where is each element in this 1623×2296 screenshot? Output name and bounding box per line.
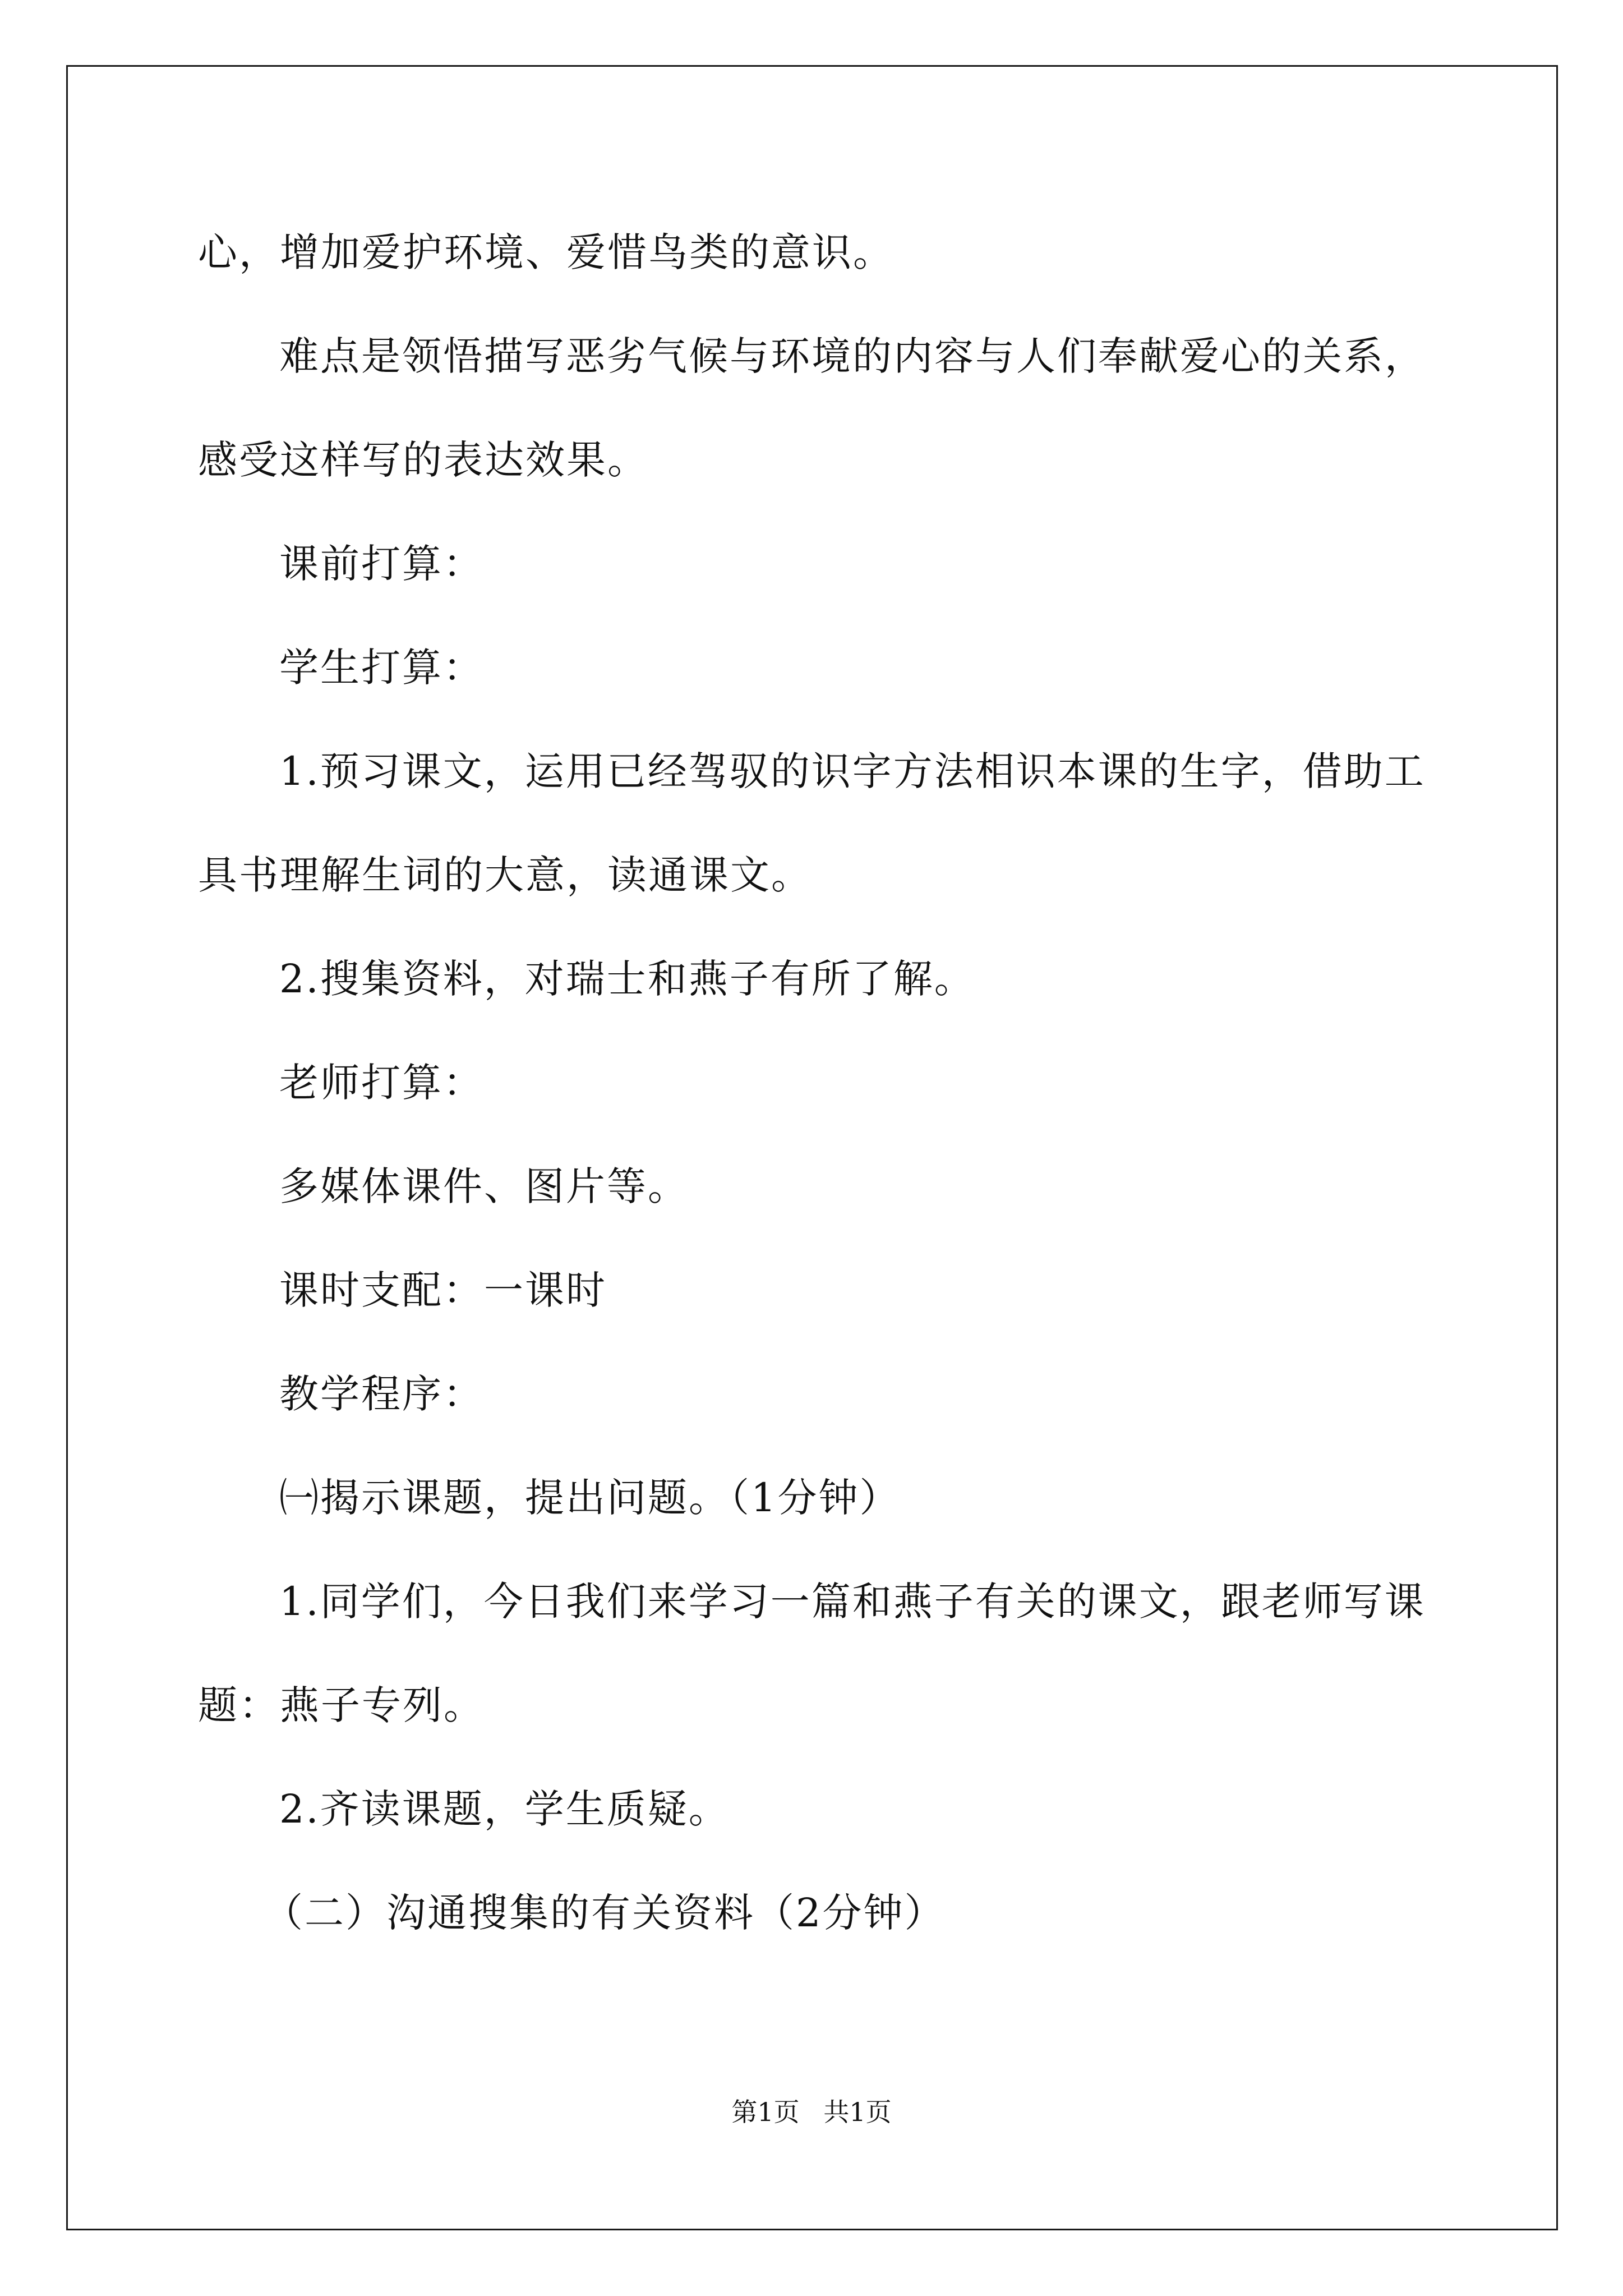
paragraph-line: ㈠揭示课题，提出问题。（1分钟） bbox=[279, 1475, 901, 1521]
page-number-current: 第1页 bbox=[731, 2097, 800, 2127]
paragraph-line: 难点是领悟描写恶劣气候与环境的内容与人们奉献爱心的关系， bbox=[279, 333, 1426, 379]
paragraph-line: 多媒体课件、图片等。 bbox=[279, 1163, 689, 1209]
paragraph-line: 学生打算： bbox=[279, 645, 484, 691]
page-number-total: 共1页 bbox=[823, 2097, 892, 2127]
paragraph-line: 感受这样写的表达效果。 bbox=[198, 437, 648, 483]
paragraph-line: 1.同学们，今日我们来学习一篇和燕子有关的课文，跟老师写课 bbox=[279, 1579, 1426, 1625]
paragraph-line: （二）沟通搜集的有关资料（2分钟） bbox=[264, 1890, 946, 1936]
paragraph-line: 心，增加爱护环境、爱惜鸟类的意识。 bbox=[198, 229, 894, 275]
paragraph-line: 1.预习课文，运用已经驾驭的识字方法相识本课的生字，借助工 bbox=[279, 748, 1426, 794]
paragraph-line: 课前打算： bbox=[279, 541, 484, 587]
paragraph-line: 2.齐读课题，学生质疑。 bbox=[279, 1786, 730, 1832]
paragraph-line: 教学程序： bbox=[279, 1371, 484, 1417]
page-footer bbox=[0, 2095, 1623, 2129]
paragraph-line: 题：燕子专列。 bbox=[198, 1682, 485, 1728]
paragraph-line: 2.搜集资料，对瑞士和燕子有所了解。 bbox=[279, 956, 975, 1002]
paragraph-line: 课时支配：一课时 bbox=[279, 1267, 607, 1313]
paragraph-line: 老师打算： bbox=[279, 1060, 484, 1106]
paragraph-line: 具书理解生词的大意，读通课文。 bbox=[198, 852, 812, 898]
